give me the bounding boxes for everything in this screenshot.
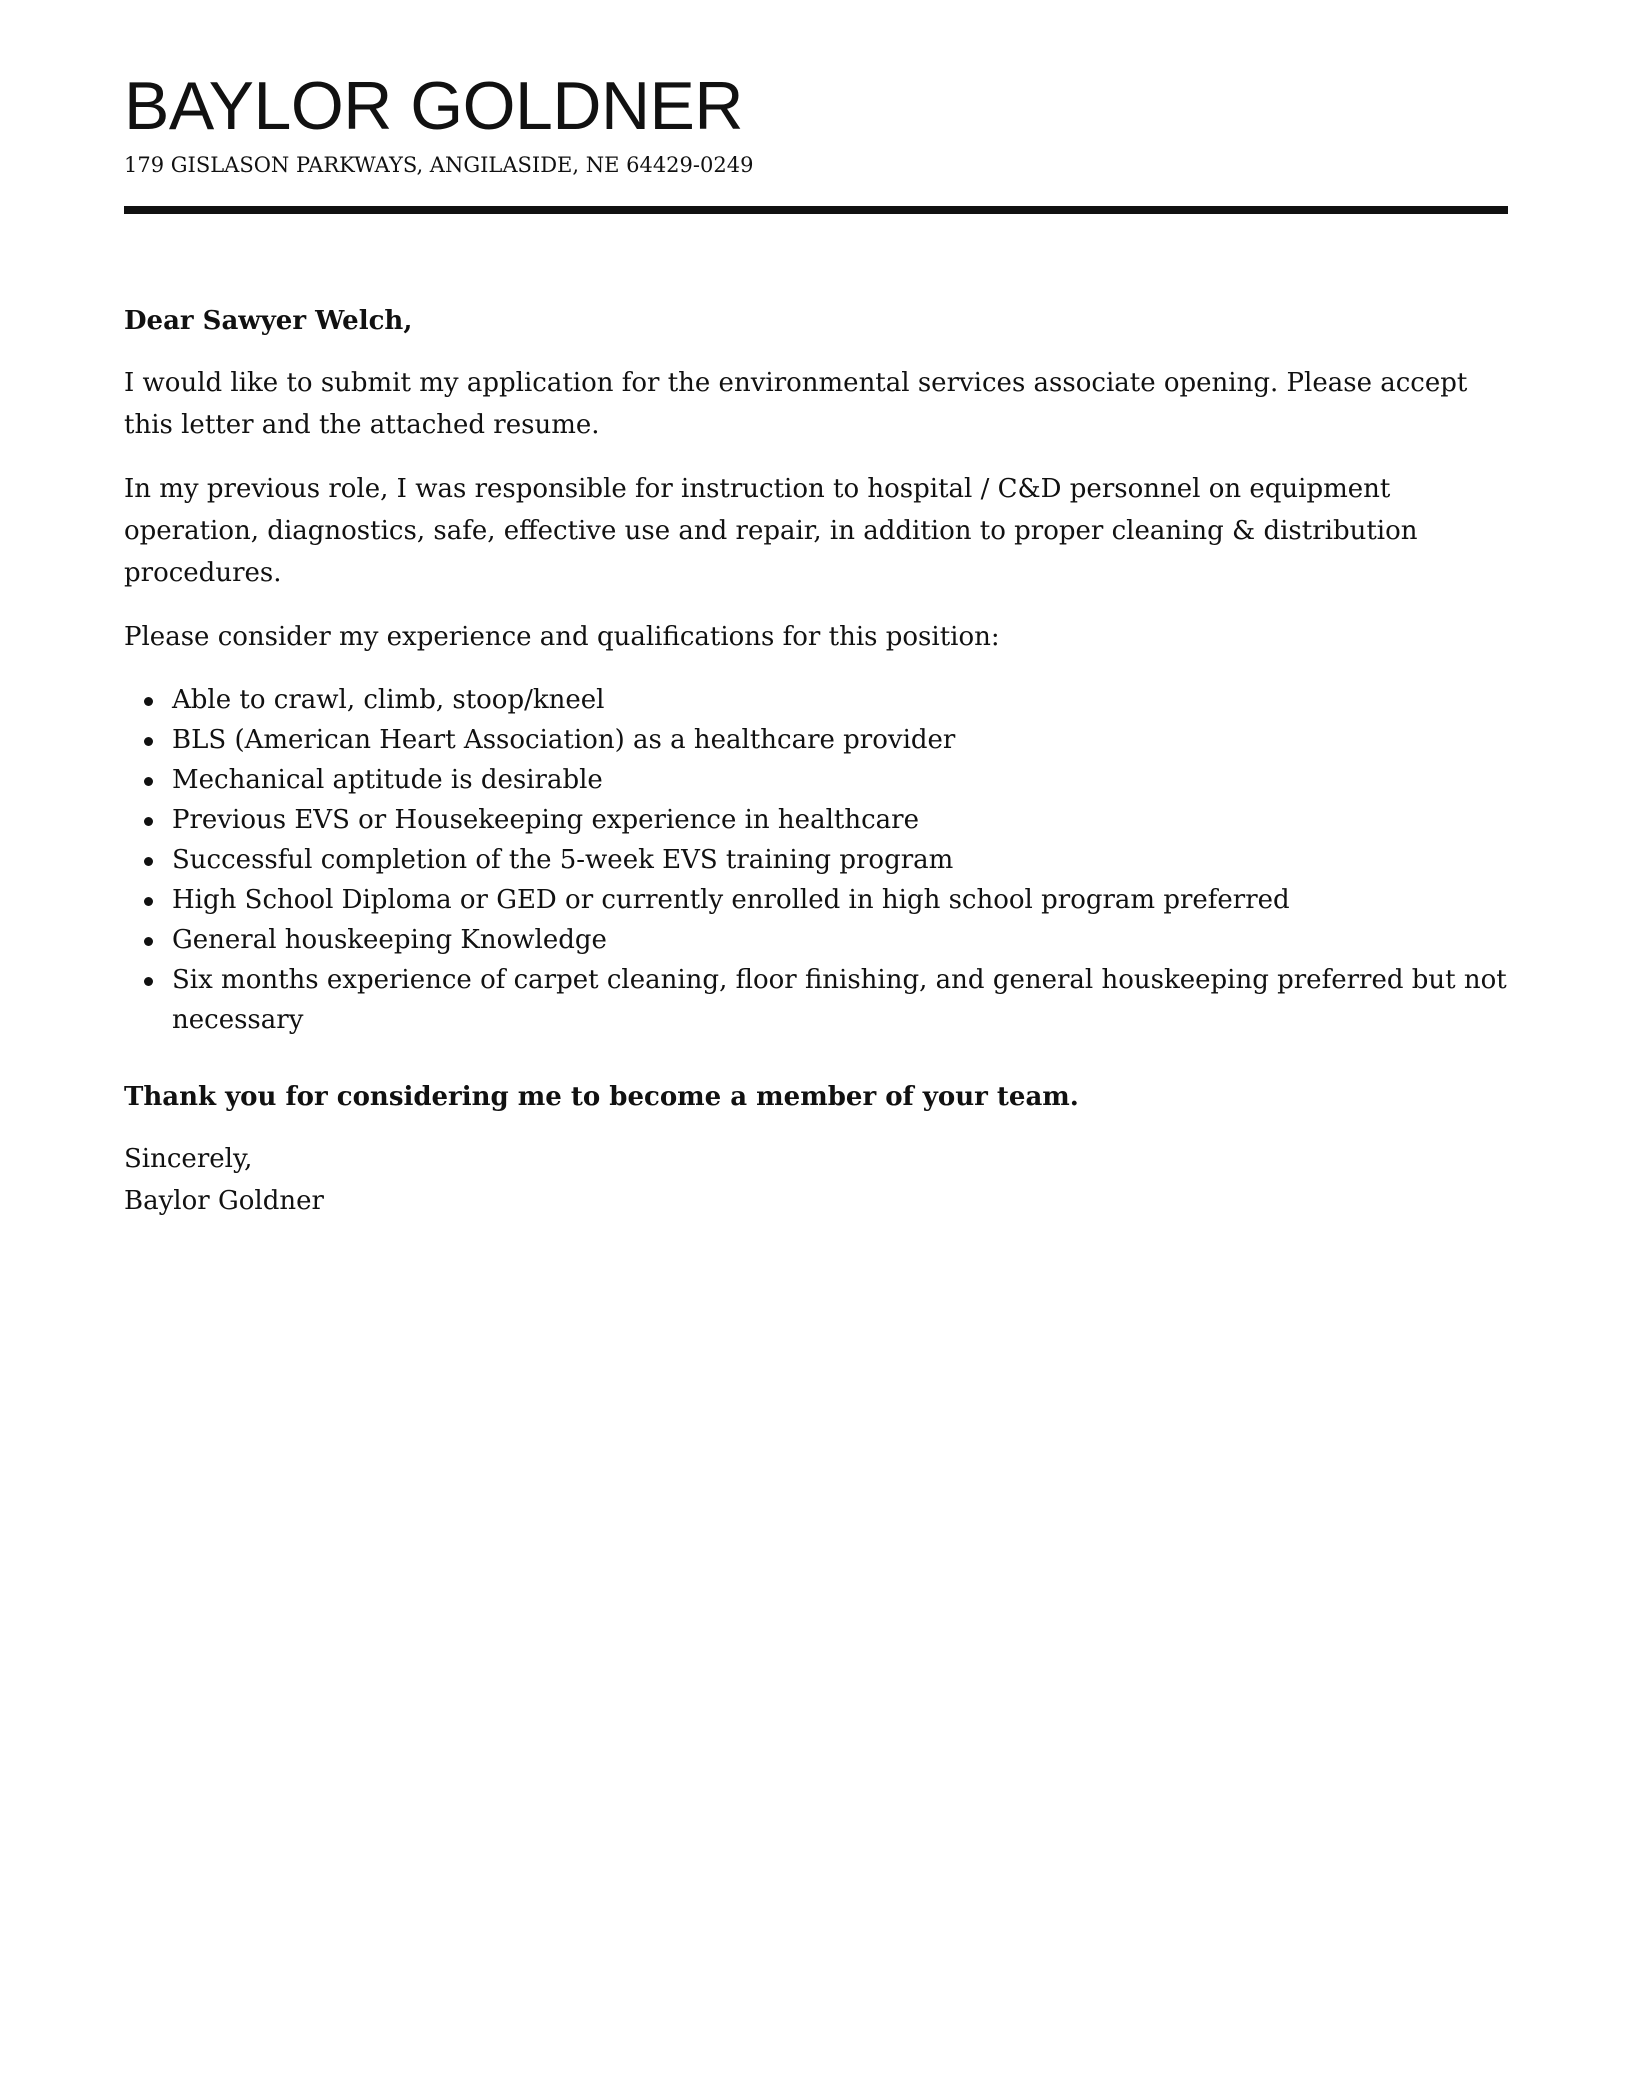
list-item: Successful completion of the 5-week EVS training program bbox=[172, 840, 1508, 880]
header-divider bbox=[124, 206, 1508, 214]
list-item: Six months experience of carpet cleaning, floor finishing, and general houskeeping preferred but not necessary bbox=[172, 960, 1508, 1040]
applicant-address: 179 GISLASON PARKWAYS, ANGILASIDE, NE 64429-0249 bbox=[124, 153, 754, 177]
closing-statement: Thank you for considering me to become a member of your team. bbox=[124, 1082, 1079, 1112]
list-item: General houskeeping Knowledge bbox=[172, 920, 1508, 960]
list-item: High School Diploma or GED or currently enrolled in high school program preferred bbox=[172, 880, 1508, 920]
signoff: Sincerely, bbox=[124, 1144, 253, 1174]
signature-name: Baylor Goldner bbox=[124, 1186, 324, 1216]
salutation: Dear Sawyer Welch, bbox=[124, 306, 413, 336]
signoff-block bbox=[124, 1138, 1508, 1222]
applicant-name: BAYLOR GOLDNER bbox=[124, 68, 744, 144]
intro-paragraph: I would like to submit my application for the environmental services associate opening. Please accept this letter and the attached resume. bbox=[124, 368, 1468, 440]
experience-paragraph: In my previous role, I was responsible for instruction to hospital / C&D personnel on equipment operation, diagnostics, safe, effective use and repair, in addition to proper cleaning & distribution procedures. bbox=[124, 474, 1418, 588]
list-item: Mechanical aptitude is desirable bbox=[172, 760, 1508, 800]
qualifications-intro: Please consider my experience and qualifications for this position: bbox=[124, 622, 1000, 652]
list-item: BLS (American Heart Association) as a healthcare provider bbox=[172, 720, 1508, 760]
letter-body bbox=[124, 300, 1508, 1247]
qualifications-list bbox=[124, 680, 1508, 1040]
list-item: Able to crawl, climb, stoop/kneel bbox=[172, 680, 1508, 720]
list-item: Previous EVS or Housekeeping experience in healthcare bbox=[172, 800, 1508, 840]
